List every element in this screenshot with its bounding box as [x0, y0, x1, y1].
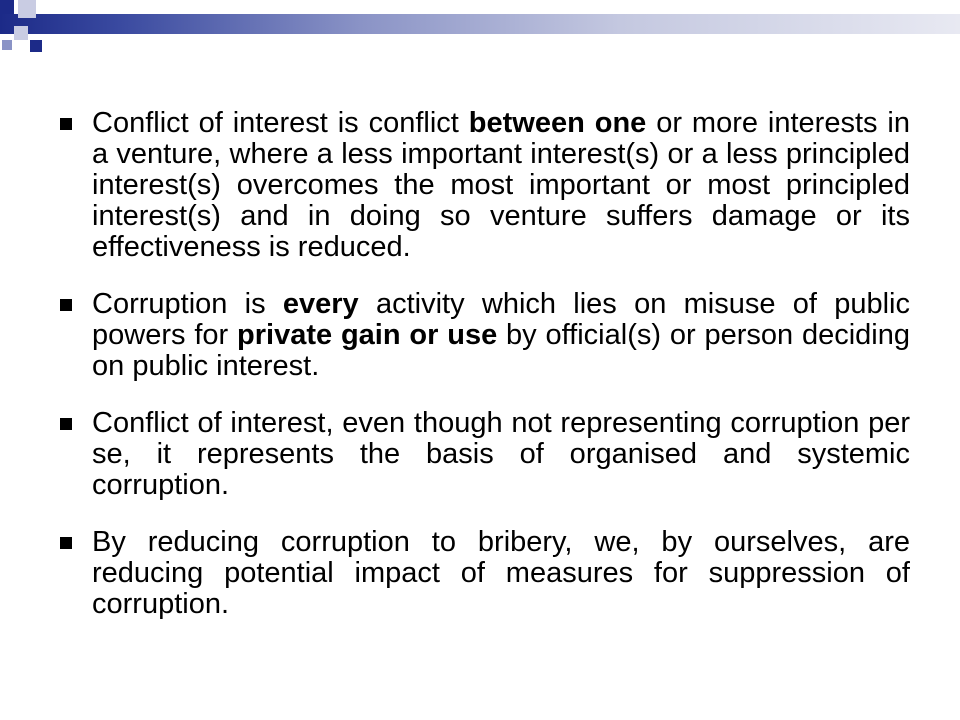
text-segment: or more interests in a venture, where a less important interest(s) or a less principled interest(s) overcomes the most important or most principled interest(s) and in doing so venture suffers damage or its effectiveness is reduced.: [92, 107, 910, 263]
text-segment: Conflict of interest is conflict: [92, 107, 469, 139]
decor-square: [14, 26, 28, 40]
bullet-text: [92, 407, 910, 501]
text-segment: Corruption is: [92, 288, 283, 320]
bullet-item: [60, 289, 910, 382]
decor-square: [0, 0, 14, 14]
bullet-item: [60, 408, 910, 501]
bullet-item: [60, 108, 910, 263]
text-segment: by official(s) or person deciding on public interest.: [92, 319, 911, 382]
header-bar: [0, 14, 960, 34]
text-segment: activity which lies on misuse of public powers for: [92, 288, 910, 351]
square-bullet-icon: [60, 118, 72, 130]
decor-square: [2, 40, 12, 50]
text-segment: By reducing corruption to bribery, we, by ourselves, are reducing potential impact of measures for suppression of corruption.: [92, 526, 910, 620]
bullet-list: [60, 108, 910, 646]
bold-text-segment: every: [282, 288, 359, 320]
bullet-text: [92, 107, 910, 263]
text-segment: Conflict of interest, even though not representing corruption per se, it represents the basis of organised and systemic corruption.: [92, 407, 910, 501]
bold-text-segment: between one: [468, 107, 647, 139]
bullet-item: [60, 527, 910, 620]
bullet-text: [92, 526, 910, 620]
decor-square: [30, 40, 42, 52]
square-bullet-icon: [60, 299, 72, 311]
decor-square: [18, 0, 36, 18]
bold-text-segment: private gain or use: [237, 319, 498, 351]
square-bullet-icon: [60, 418, 72, 430]
square-bullet-icon: [60, 537, 72, 549]
bullet-text: [92, 288, 910, 382]
decor-square: [40, 0, 54, 14]
